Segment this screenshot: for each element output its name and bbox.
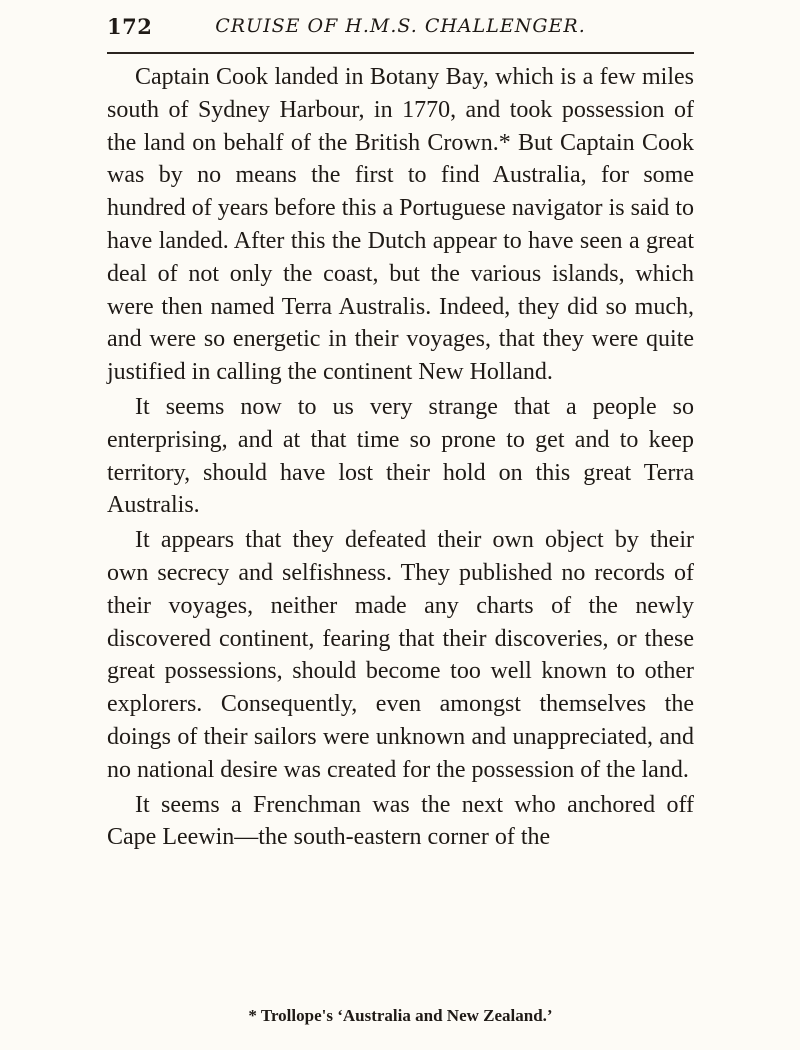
page-header — [107, 14, 694, 44]
running-head: CRUISE OF H.M.S. CHALLENGER. — [215, 15, 586, 37]
header-rule — [107, 52, 694, 54]
page-number: 172 — [107, 14, 153, 39]
paragraph: It seems a Frenchman was the next who anchored off Cape Leewin—the south-eastern corner of the — [107, 791, 694, 851]
footnote: * Trollope's ‘Australia and New Zealand.’ — [248, 1006, 553, 1025]
paragraph: It seems now to us very strange that a people so enterprising, and at that time so prone to get and to keep territory, should have lost their hold on this great Terra Australis. — [107, 393, 694, 519]
body-text — [107, 61, 694, 856]
paragraph: Captain Cook landed in Botany Bay, which is a few miles south of Sydney Harbour, in 1770, and took possession of the land on behalf of the British Crown.* But Captain Cook was by no means the first to find Australia, for some hundred of years before this a Portuguese navigator is said to have landed. After this the Dutch appear to have seen a great deal of not only the coast, but the various islands, which were then named Terra Australis. Indeed, they did so much, and were so energetic in their voyages, that they were quite justified in calling the continent New Holland. — [107, 64, 694, 386]
paragraph: It appears that they defeated their own object by their own secrecy and selfishness. They published no records of their voyages, neither made any charts of the newly discovered continent, fearing that their discoveries, or these great possessions, should become too well known to other explorers. Consequently, even amongst themselves the doings of their sailors were unknown and unappreciated, and no national desire was created for the possession of the land. — [107, 527, 694, 783]
